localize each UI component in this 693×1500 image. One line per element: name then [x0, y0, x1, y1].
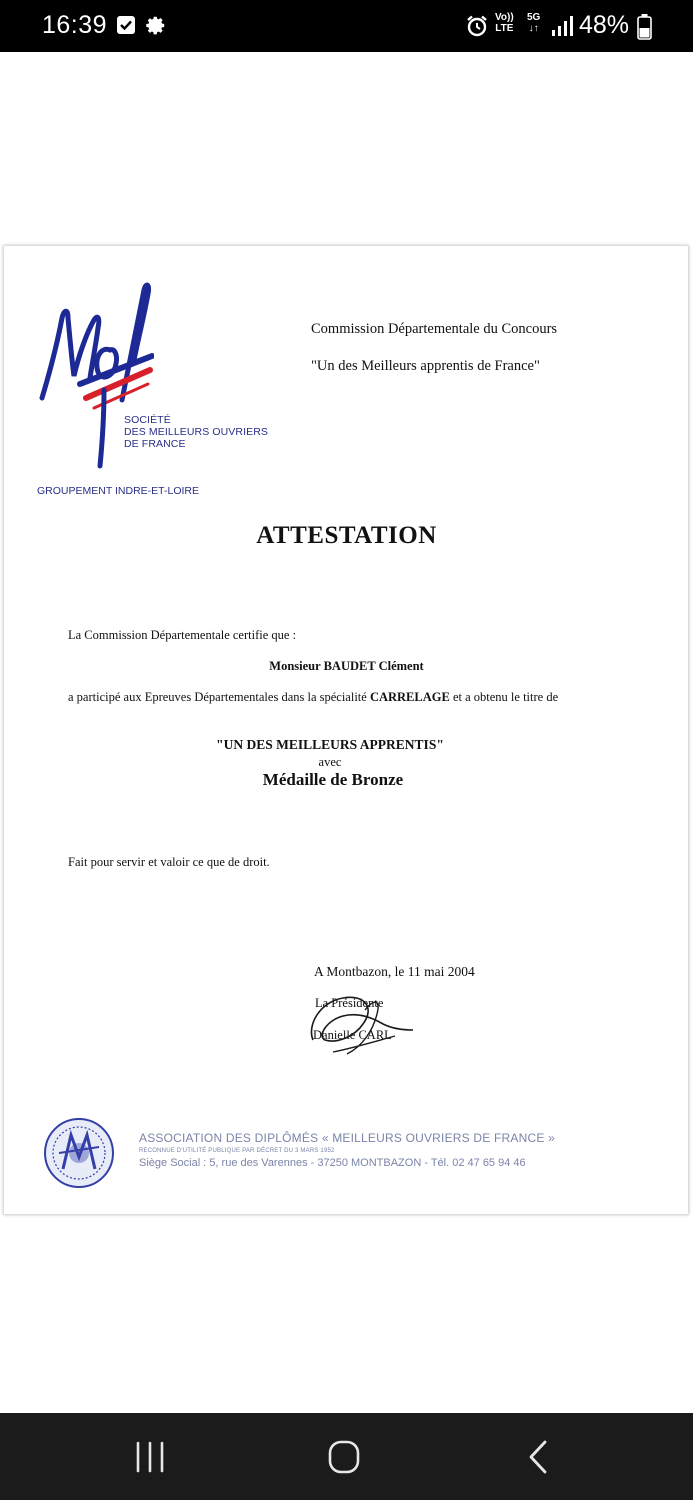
status-bar [0, 0, 693, 52]
participation-text: a participé aux Epreuves Départementales dans la spécialité CARRELAGE et a obtenu le titre de [68, 690, 559, 704]
signature-icon [303, 990, 418, 1060]
back-icon[interactable] [518, 1438, 558, 1476]
award-medal: Médaille de Bronze [262, 770, 404, 789]
battery-icon [637, 14, 652, 40]
signatory-name: Danielle CARL [313, 1028, 392, 1042]
header-concours: "Un des Meilleurs apprentis de France" [311, 358, 540, 374]
association-seal-icon [43, 1117, 115, 1189]
volte-indicator: Vo)) LTE [495, 12, 514, 34]
specialite: CARRELAGE [369, 690, 450, 704]
footer-siege: Siège Social : 5, rue des Varennes - 37250 MONTBAZON - Tél. 02 47 65 94 46 [139, 1157, 526, 1169]
home-icon[interactable] [324, 1438, 364, 1476]
alarm-icon [465, 14, 489, 38]
signatory-role: La Présidente [315, 996, 384, 1010]
gear-icon [145, 15, 167, 37]
place-date: A Montbazon, le 11 mai 2004 [314, 964, 475, 979]
logo-group: GROUPEMENT INDRE-ET-LOIRE [37, 485, 199, 497]
network-indicator: 5G ↓↑ [527, 12, 541, 34]
recipient-name: Monsieur BAUDET Clément [269, 659, 424, 673]
logo-org-name: SOCIÉTÉ DES MEILLEURS OUVRIERS DE FRANCE [124, 414, 268, 450]
award-avec: avec [318, 755, 342, 769]
footer-reconnue: RECONNUE D'UTILITÉ PUBLIQUE PAR DÉCRET DU 3 MARS 1952 [139, 1148, 335, 1154]
recents-icon[interactable] [130, 1438, 170, 1476]
footer-association: ASSOCIATION DES DIPLÔMÉS « MEILLEURS OUVRIERS DE FRANCE » [139, 1131, 555, 1145]
certifie-text: La Commission Départementale certifie que : [68, 628, 297, 642]
header-commission: Commission Départementale du Concours [311, 321, 558, 337]
closing-text: Fait pour servir et valoir ce que de droit. [68, 855, 270, 869]
checkbox-icon [117, 16, 135, 34]
navigation-bar [0, 1413, 693, 1500]
page-title: ATTESTATION [256, 522, 437, 549]
signal-icon [551, 16, 573, 36]
award-title: "UN DES MEILLEURS APPRENTIS" [216, 737, 444, 752]
battery-percent: 48% [579, 11, 630, 39]
status-time: 16:39 [42, 11, 108, 39]
